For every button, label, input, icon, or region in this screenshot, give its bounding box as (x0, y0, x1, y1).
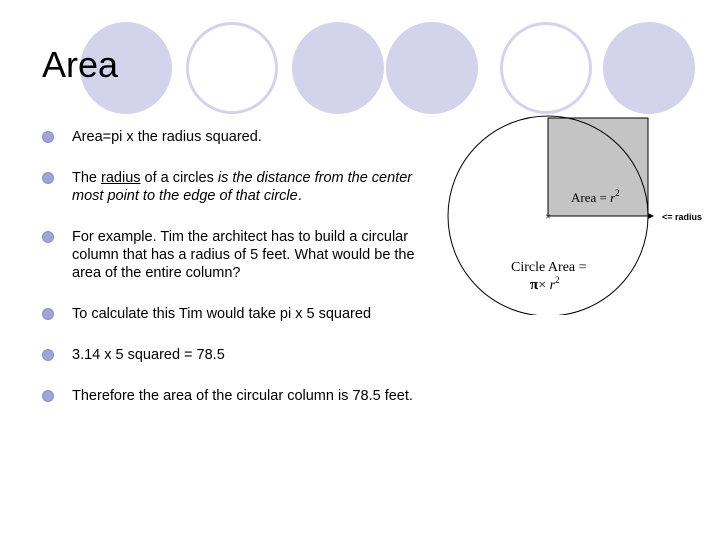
square-area-var: r (610, 190, 616, 205)
square-area-exp: 2 (615, 188, 620, 198)
decor-circle-2 (186, 22, 278, 114)
pi-symbol: π (530, 277, 539, 293)
circle-area-var: r (549, 278, 556, 293)
square-area-label (571, 188, 620, 205)
bullet-text: 3.14 x 5 squared = 78.5 (72, 347, 225, 363)
bullet-item (42, 346, 422, 364)
bullet-dot-icon (42, 231, 54, 243)
bullet-text: is the distance from the center most point to the edge of that circle (72, 170, 413, 204)
circle-area-exp: 2 (555, 275, 560, 285)
slide-title: Area (42, 44, 119, 85)
bullet-list (42, 128, 422, 428)
times-symbol: × (538, 278, 550, 293)
square-area-text: Area = (571, 190, 611, 205)
decor-circle-3 (292, 22, 384, 114)
bullet-text: Area=pi x the radius squared. (72, 129, 262, 145)
radius-term: radius (101, 170, 141, 186)
bullet-dot-icon (42, 308, 54, 320)
bullet-item (42, 387, 422, 405)
radius-arrowhead (648, 213, 654, 219)
bullet-text: Therefore the area of the circular column is 78.5 feet. (72, 388, 413, 404)
circle-area-label-line1: Circle Area = (511, 260, 587, 275)
bullet-text: . (297, 188, 302, 204)
bullet-text: The (72, 170, 102, 186)
bullet-dot-icon (42, 390, 54, 402)
bullet-dot-icon (42, 349, 54, 361)
bullet-item (42, 228, 422, 282)
bullet-item (42, 169, 422, 205)
bullet-text: of a circles (140, 170, 218, 186)
bullet-dot-icon (42, 172, 54, 184)
center-mark: × (545, 212, 551, 223)
circle-area-diagram (440, 100, 725, 315)
bullet-text: To calculate this Tim would take pi x 5 squared (72, 306, 372, 322)
bullet-dot-icon (42, 131, 54, 143)
bullet-text: For example. Tim the architect has to build a circular column that has a radius of 5 feet. What would be the area of the entire column? (72, 229, 415, 281)
radius-label: <= radius (662, 212, 703, 222)
circle-area-label-line2 (530, 275, 560, 293)
bullet-item (42, 128, 422, 146)
bullet-item (42, 305, 422, 323)
